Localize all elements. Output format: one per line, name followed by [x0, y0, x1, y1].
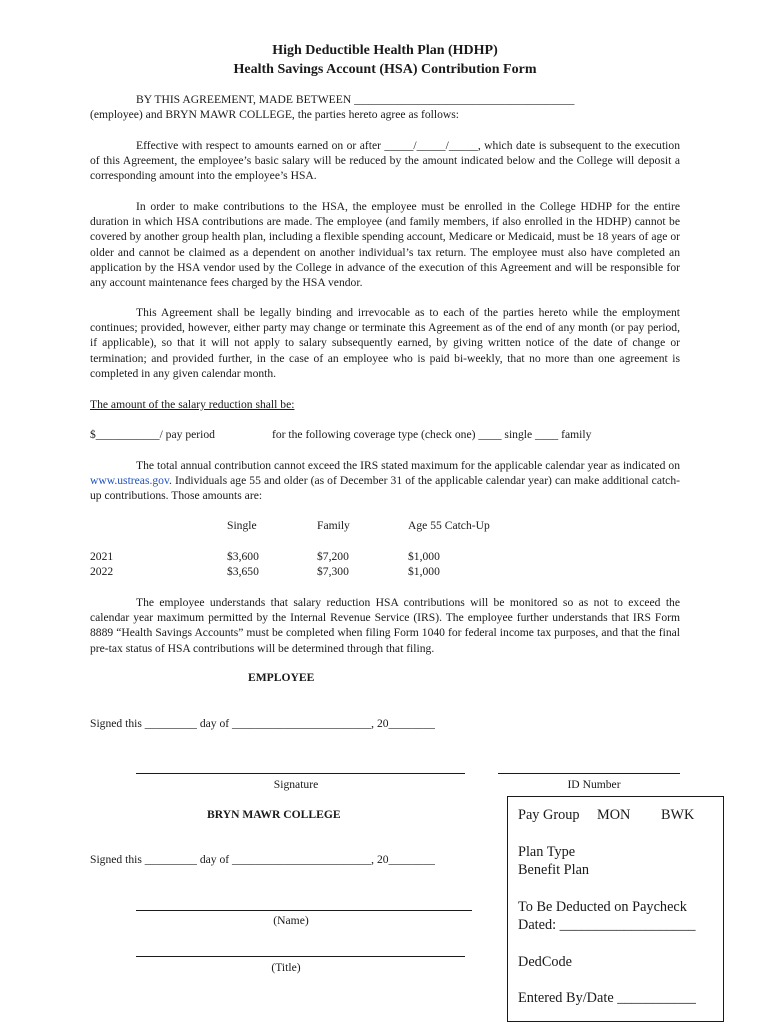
pay-group-bwk[interactable]: BWK: [661, 807, 695, 823]
binding-paragraph: This Agreement shall be legally binding and irrevocable as to each of the parties hereto while the employment continues; provided, however, either party may change or terminate this Agreement as of the end of any month (or pay period, if applicable), so that it will not apply to salary subsequently earned, by giving written notice of the date of change or termination; and provided further, in the case of an employee who is paid bi-weekly, that no more than one agreement is completed in any given calendar month.: [90, 306, 680, 380]
agreement-line2: (employee) and BRYN MAWR COLLEGE, the parties hereto agree as follows:: [90, 108, 460, 121]
name-label: (Name): [273, 914, 309, 927]
form-title-line2: Health Savings Account (HSA) Contribution Form: [233, 62, 537, 77]
coverage-type: for the following coverage type (check one) ____ single ____ family: [272, 428, 592, 441]
college-heading: BRYN MAWR COLLEGE: [207, 808, 341, 821]
monitoring-paragraph: The employee understands that salary reduction HSA contributions will be monitored so as not to exceed the calendar year maximum permitted by the Internal Revenue Service (IRS). The employee further understands that IRS Form 8889 “Health Savings Accounts” must be completed when filing Form 1040 for federal income tax purposes, and that the final pre-tax status of HSA contributions will be determined through that filing.: [90, 596, 680, 655]
limits-row-year: 2021: [90, 550, 114, 563]
plan-type-label: Plan Type: [518, 844, 576, 860]
entered-by-field[interactable]: Entered By/Date ___________: [518, 990, 696, 1006]
limits-row-single: $3,650: [227, 565, 259, 578]
employee-signature-line[interactable]: [136, 773, 465, 774]
college-title-line[interactable]: [136, 956, 465, 957]
ustreas-link[interactable]: www.ustreas.gov: [90, 474, 169, 488]
limits-header-single: Single: [227, 519, 257, 532]
pay-group-mon[interactable]: MON: [597, 807, 631, 823]
signature-label: Signature: [273, 778, 319, 791]
title-label: (Title): [271, 961, 301, 974]
limits-row-year: 2022: [90, 565, 114, 578]
employee-heading: EMPLOYEE: [248, 671, 315, 684]
limits-row-family: $7,300: [317, 565, 349, 578]
employee-signed-line[interactable]: Signed this _________ day of ________________________, 20________: [90, 717, 435, 730]
limits-row-single: $3,600: [227, 550, 259, 563]
max-contribution-paragraph: The total annual contribution cannot exceed the IRS stated maximum for the applicable calendar year as indicated on www.ustreas.gov. Individuals age 55 and older (as of December 31 of the applicable calendar year) can make additional catch-up contributions. Those amounts are:: [90, 459, 680, 503]
limits-header-family: Family: [317, 519, 350, 532]
limits-row-catchup: $1,000: [408, 550, 440, 563]
office-use-box: [507, 796, 724, 1022]
college-name-line[interactable]: [136, 910, 472, 911]
reduction-amount: $___________/ pay period: [90, 428, 215, 441]
limits-row-catchup: $1,000: [408, 565, 440, 578]
dated-field[interactable]: Dated: ___________________: [518, 917, 696, 933]
benefit-plan-label: Benefit Plan: [518, 862, 590, 878]
deducted-label: To Be Deducted on Paycheck: [518, 899, 687, 915]
dedcode-label: DedCode: [518, 954, 572, 970]
id-number-label: ID Number: [567, 778, 621, 791]
agreement-line1: BY THIS AGREEMENT, MADE BETWEEN ______________________________________: [136, 93, 575, 106]
college-signed-line[interactable]: Signed this _________ day of ________________________, 20________: [90, 853, 435, 866]
eligibility-paragraph: In order to make contributions to the HSA, the employee must be enrolled in the College HDHP for the entire duration in which HSA contributions are made. The employee (and family members, if also enrolled in the HDHP) cannot be covered by another group health plan, including a flexible spending account, Medicare or Medicaid, must be 18 years of age or older and cannot be claimed as a dependent on another individual’s tax return. The employee must also have completed an application by the HSA vendor used by the College in advance of the execution of this Agreement and will be responsible for any account maintenance fees charged by the HSA vendor.: [90, 200, 680, 290]
employee-id-line[interactable]: [498, 773, 680, 774]
limits-header-catchup: Age 55 Catch-Up: [408, 519, 490, 532]
pay-group-label: Pay Group: [518, 807, 580, 823]
effective-paragraph: Effective with respect to amounts earned on or after _____/_____/_____, which date is subsequent to the execution of this Agreement, the employee’s basic salary will be reduced by the amount indicated below and the College will deposit a corresponding amount into the employee’s HSA.: [90, 139, 680, 183]
reduction-heading: The amount of the salary reduction shall be:: [90, 398, 295, 411]
form-title-line1: High Deductible Health Plan (HDHP): [272, 43, 498, 58]
limits-row-family: $7,200: [317, 550, 349, 563]
